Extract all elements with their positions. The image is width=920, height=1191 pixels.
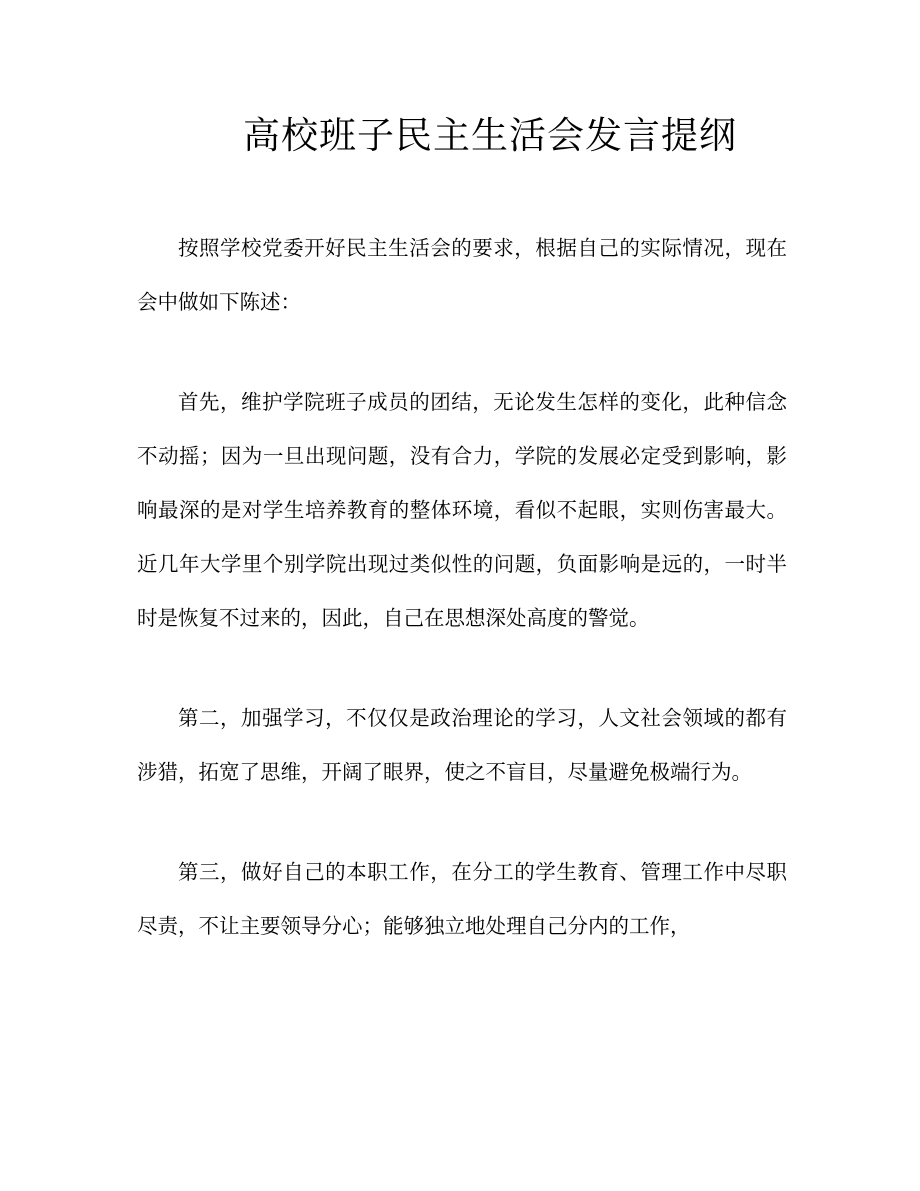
paragraph-third: 第三，做好自己的本职工作，在分工的学生教育、管理工作中尽职尽责，不让主要领导分心；能够独立地处理自己分内的工作， [137, 860, 787, 938]
document-title: 高校班子民主生活会发言提纲 [243, 114, 737, 157]
paragraph-intro: 按照学校党委开好民主生活会的要求，根据自己的实际情况，现在会中做如下陈述： [137, 236, 787, 314]
paragraph-first: 首先，维护学院班子成员的团结，无论发生怎样的变化，此种信念不动摇；因为一旦出现问题，没有合力，学院的发展必定受到影响，影响最深的是对学生培养教育的整体环境，看似不起眼，实则伤害最大。近几年大学里个别学院出现过类似性的问题，负面影响是远的，一时半时是恢复不过来的，因此，自己在思想深处高度的警觉。 [137, 390, 787, 630]
paragraph-second: 第二，加强学习，不仅仅是政治理论的学习，人文社会领域的都有涉猎，拓宽了思维，开阔了眼界，使之不盲目，尽量避免极端行为。 [137, 706, 787, 784]
document-body [137, 221, 787, 999]
